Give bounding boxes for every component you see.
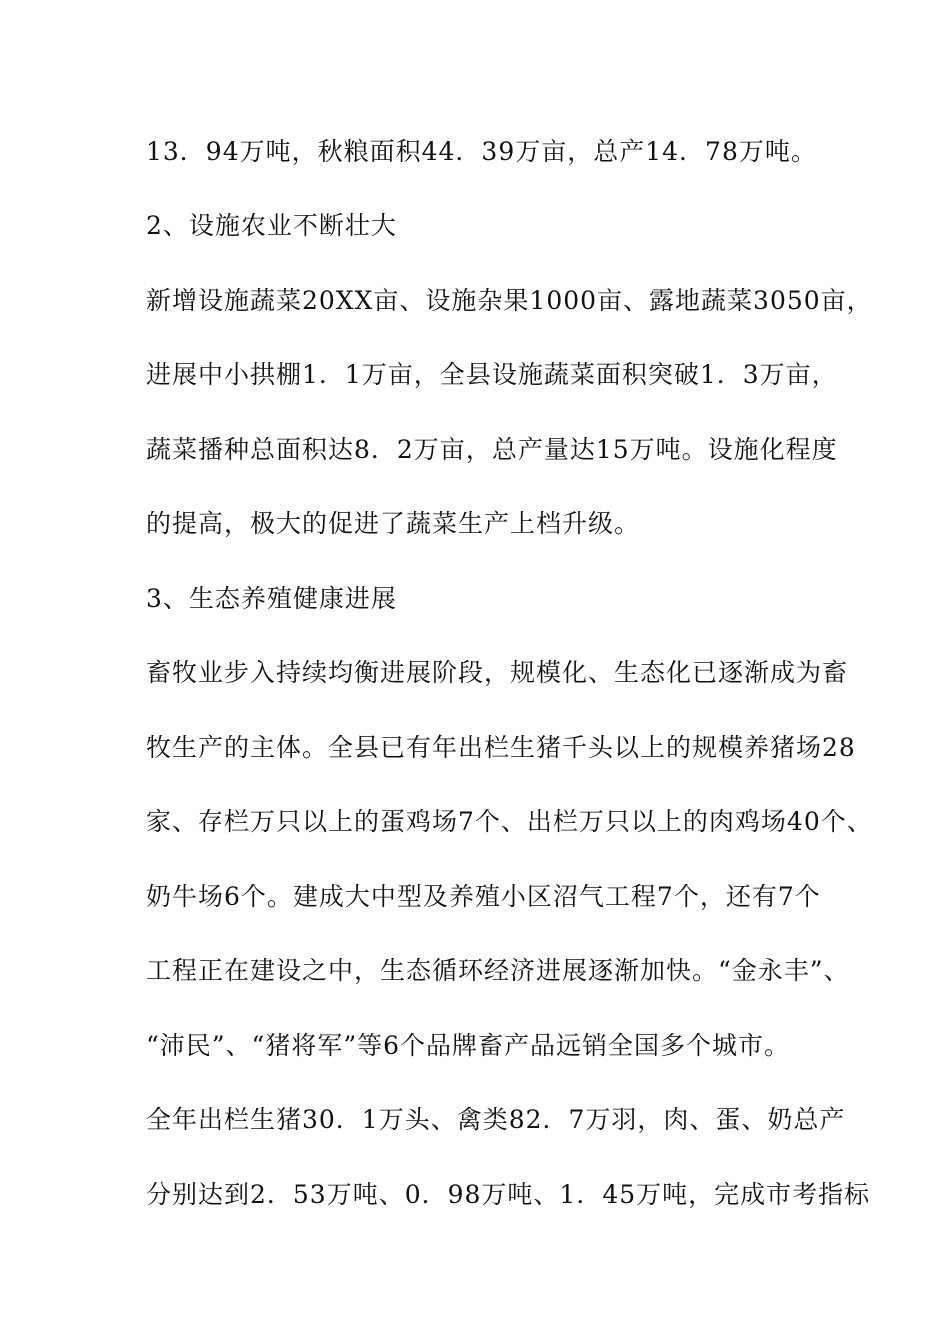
body-text-line: 奶牛场6个。建成大中型及养殖小区沼气工程7个，还有7个	[146, 882, 821, 911]
body-text-line: 的提高，极大的促进了蔬菜生产上档升级。	[146, 509, 641, 538]
body-text-line: 新增设施蔬菜20XX亩、设施杂果1000亩、露地蔬菜3050亩，	[146, 286, 873, 315]
body-text-line: 全年出栏生猪30．1万头、禽类82．7万羽，肉、蛋、奶总产	[146, 1105, 846, 1134]
body-text-line: 畜牧业步入持续均衡进展阶段，规模化、生态化已逐渐成为畜	[146, 658, 849, 687]
body-text-line: 蔬菜播种总面积达8．2万亩，总产量达15万吨。设施化程度	[146, 435, 838, 464]
body-text-line: 分别达到2．53万吨、0．98万吨、1．45万吨，完成市考指标	[146, 1180, 871, 1209]
section-heading: 3、生态养殖健康进展	[146, 584, 397, 613]
body-text-line: 进展中小拱棚1．1万亩，全县设施蔬菜面积突破1．3万亩，	[146, 360, 838, 389]
body-text-line: 工程正在建设之中，生态循环经济进展逐渐加快。“金永丰”、	[146, 956, 850, 985]
body-text-line: “沛民”、“猪将军”等6个品牌畜产品远销全国多个城市。	[146, 1031, 791, 1060]
body-text-line: 牧生产的主体。全县已有年出栏生猪千头以上的规模养猪场28	[146, 733, 856, 762]
section-heading: 2、设施农业不断壮大	[146, 211, 397, 240]
body-text-line: 家、存栏万只以上的蛋鸡场7个、出栏万只以上的肉鸡场40个、	[146, 807, 873, 836]
body-text-line: 13．94万吨，秋粮面积44．39万亩，总产14．78万吨。	[146, 137, 817, 166]
